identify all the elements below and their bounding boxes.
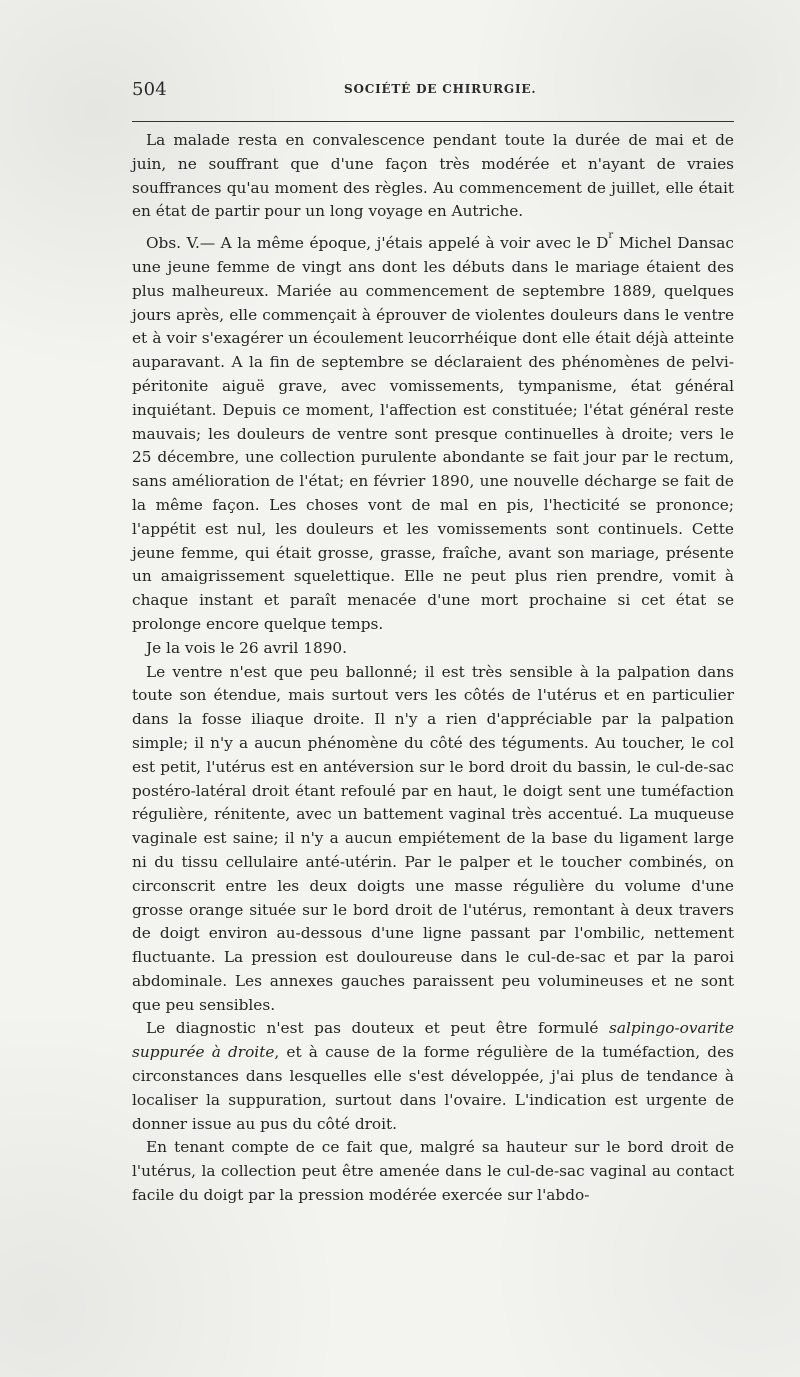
- paragraph-observation-v: [132, 232, 734, 637]
- header-rule: [132, 121, 734, 122]
- doctor-abbreviation-superscript: r: [608, 230, 614, 242]
- diagnosis-opening: Le diagnostic n'est pas douteux et peut être formulé: [146, 1019, 610, 1038]
- running-title: SOCIÉTÉ DE CHIRURGIE.: [344, 82, 537, 96]
- observation-opening: Obs. V.— A la même époque, j'étais appelé à voir avec le D: [146, 234, 609, 253]
- paragraph-treatment-consideration: En tenant compte de ce fait que, malgré sa hauteur sur le bord droit de l'utérus, la collection peut être amenée dans le cul-de-sac vaginal au contact facile du doigt par la pression modérée exercée sur l'abdo-: [132, 1138, 734, 1205]
- paragraph-diagnosis: [132, 1017, 734, 1136]
- page-header: [132, 79, 734, 107]
- paragraph-visit-date: Je la vois le 26 avril 1890.: [146, 638, 348, 657]
- paragraph-examination: Le ventre n'est que peu ballonné; il est très sensible à la palpation dans toute son étendue, mais surtout vers les côtés de l'utérus et en particulier dans la fosse iliaque droite. Il n'y a rien d'appréciable par la palpation simple; il n'y a aucun phénomène du côté des téguments. Au toucher, le col est petit, l'utérus est en antéversion sur le bord droit du bassin, le cul-de-sac postéro-latéral droit étant refoulé par en haut, le doigt sent une tuméfaction régulière, rénitente, avec un battement vaginal très accentué. La muqueuse vaginale est saine; il n'y a aucun empiétement de la base du ligament large ni du tissu cellulaire anté-utérin. Par le palper et le toucher combinés, on circonscrit entre les deux doigts une masse régulière du volume d'une grosse orange située sur le bord droit de l'utérus, remontant à deux travers de doigt environ au-dessous d'une ligne passant par l'ombilic, nettement fluctuante. La pression est douloureuse dans le cul-de-sac et par la paroi abdominale. Les annexes gauches paraissent peu volumineuses et ne sont que peu sensibles.: [132, 662, 734, 1014]
- main-text: [132, 129, 734, 1208]
- page-number: 504: [132, 79, 167, 100]
- observation-body: Michel Dansac une jeune femme de vingt ans dont les débuts dans le mariage étaient des plus malheureux. Mariée au commencement de septembre 1889, quelques jours après, elle commençait à éprouver de violentes douleurs dans le ventre et à voir s'exagérer un écoulement leucorrhéique dont elle était déjà atteinte auparavant. A la fin de septembre se déclaraient des phénomènes de pelvi-péritonite aiguë grave, avec vomissements, tympanisme, état général inquiétant. Depuis ce moment, l'affection est constituée; l'état général reste mauvais; les douleurs de ventre sont presque continuelles à droite; vers le 25 décembre, une collection purulente abondante se fait jour par le rectum, sans amélioration de l'état; en février 1890, une nouvelle décharge se fait de la même façon. Les choses vont de mal en pis, l'hecticité se prononce; l'appétit est nul, les douleurs et les vomissements sont continuels. Cette jeune femme, qui était grosse, grasse, fraîche, avant son mariage, présente un amaigrissement squelettique. Elle ne peut plus rien prendre, vomit à chaque instant et paraît menacée d'une mort prochaine si cet état se prolonge encore quelque temps.: [132, 234, 734, 633]
- paragraph-convalescence: La malade resta en convalescence pendant toute la durée de mai et de juin, ne souffrant que d'une façon très modérée et n'ayant de vraies souffrances qu'au moment des règles. Au commencement de juillet, elle était en état de partir pour un long voyage en Autriche.: [132, 131, 734, 221]
- diagnosis-term: salpingo-ovarite suppurée à droite: [132, 1019, 734, 1062]
- diagnosis-body: , et à cause de la forme régulière de la tuméfaction, des circonstances dans lesquelles elle s'est développée, j'ai plus de tendance à localiser la suppuration, surtout dans l'ovaire. L'indication est urgente de donner issue au pus du côté droit.: [132, 1043, 734, 1133]
